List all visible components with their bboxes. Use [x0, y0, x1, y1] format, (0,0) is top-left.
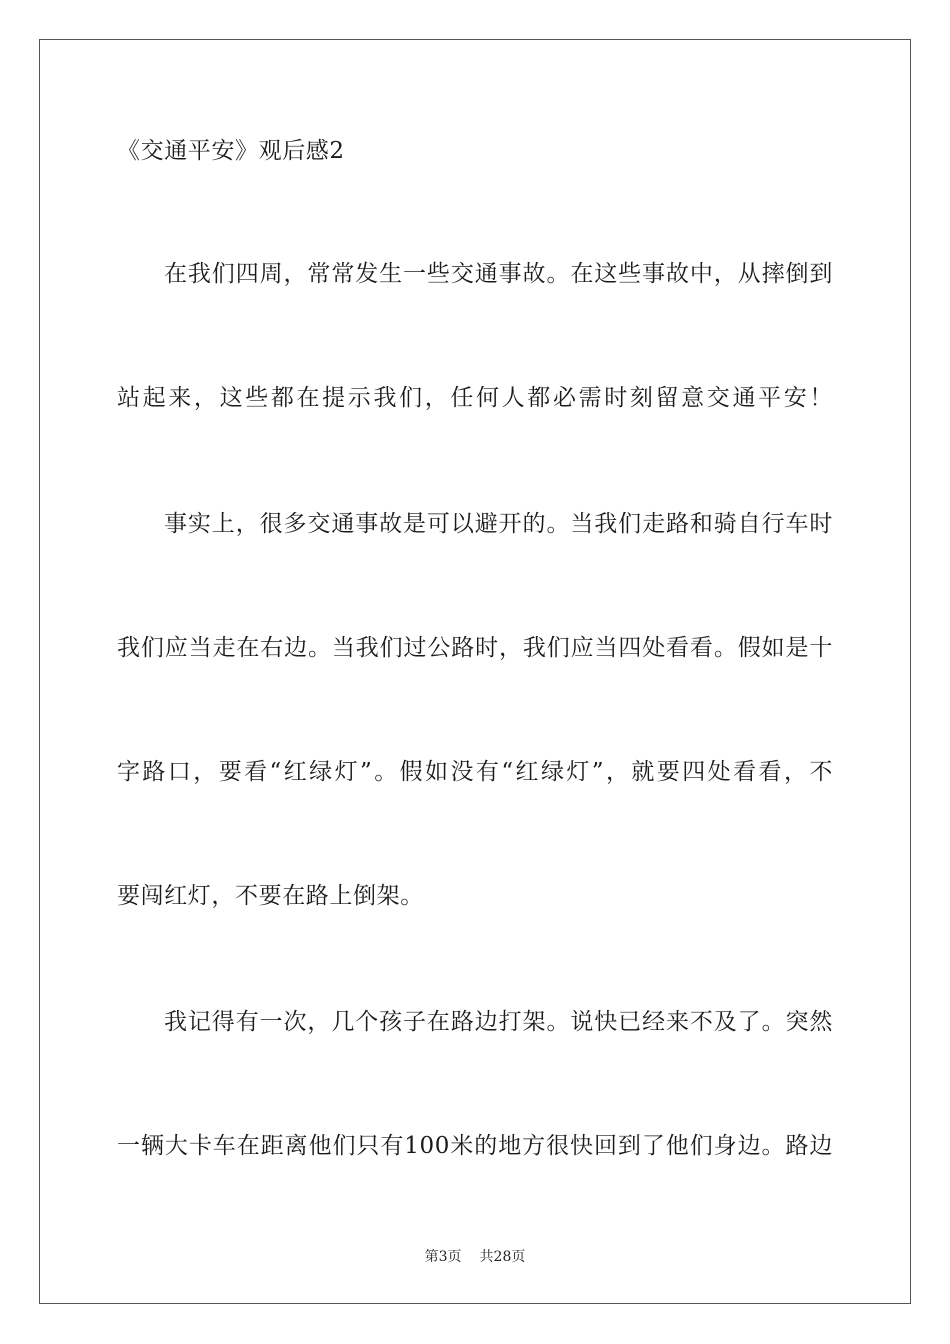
paragraph-line: 站起来，这些都在提示我们，任何人都必需时刻留意交通平安！: [117, 385, 833, 411]
paragraph-line: 要闯红灯，不要在路上倒架。: [117, 883, 424, 909]
paragraph-line: 字路口，要看“红绿灯”。假如没有“红绿灯”，就要四处看看，不: [117, 759, 833, 785]
paragraph-line: 事实上，很多交通事故是可以避开的。当我们走路和骑自行车时: [164, 511, 833, 537]
page-number: 第3页: [424, 1249, 462, 1265]
page-total: 共28页: [479, 1249, 526, 1265]
paragraph-line: 一辆大卡车在距离他们只有100米的地方很快回到了他们身边。路边: [117, 1133, 833, 1159]
paragraph-line: 我们应当走在右边。当我们过公路时，我们应当四处看看。假如是十: [117, 635, 833, 661]
page-border: [39, 39, 911, 1304]
paragraph-line: 在我们四周，常常发生一些交通事故。在这些事故中，从摔倒到: [164, 261, 833, 287]
paragraph-line: 我记得有一次，几个孩子在路边打架。说快已经来不及了。突然: [164, 1009, 833, 1035]
page-footer: [0, 1247, 950, 1267]
document-title: 《交通平安》观后感2: [117, 138, 345, 164]
